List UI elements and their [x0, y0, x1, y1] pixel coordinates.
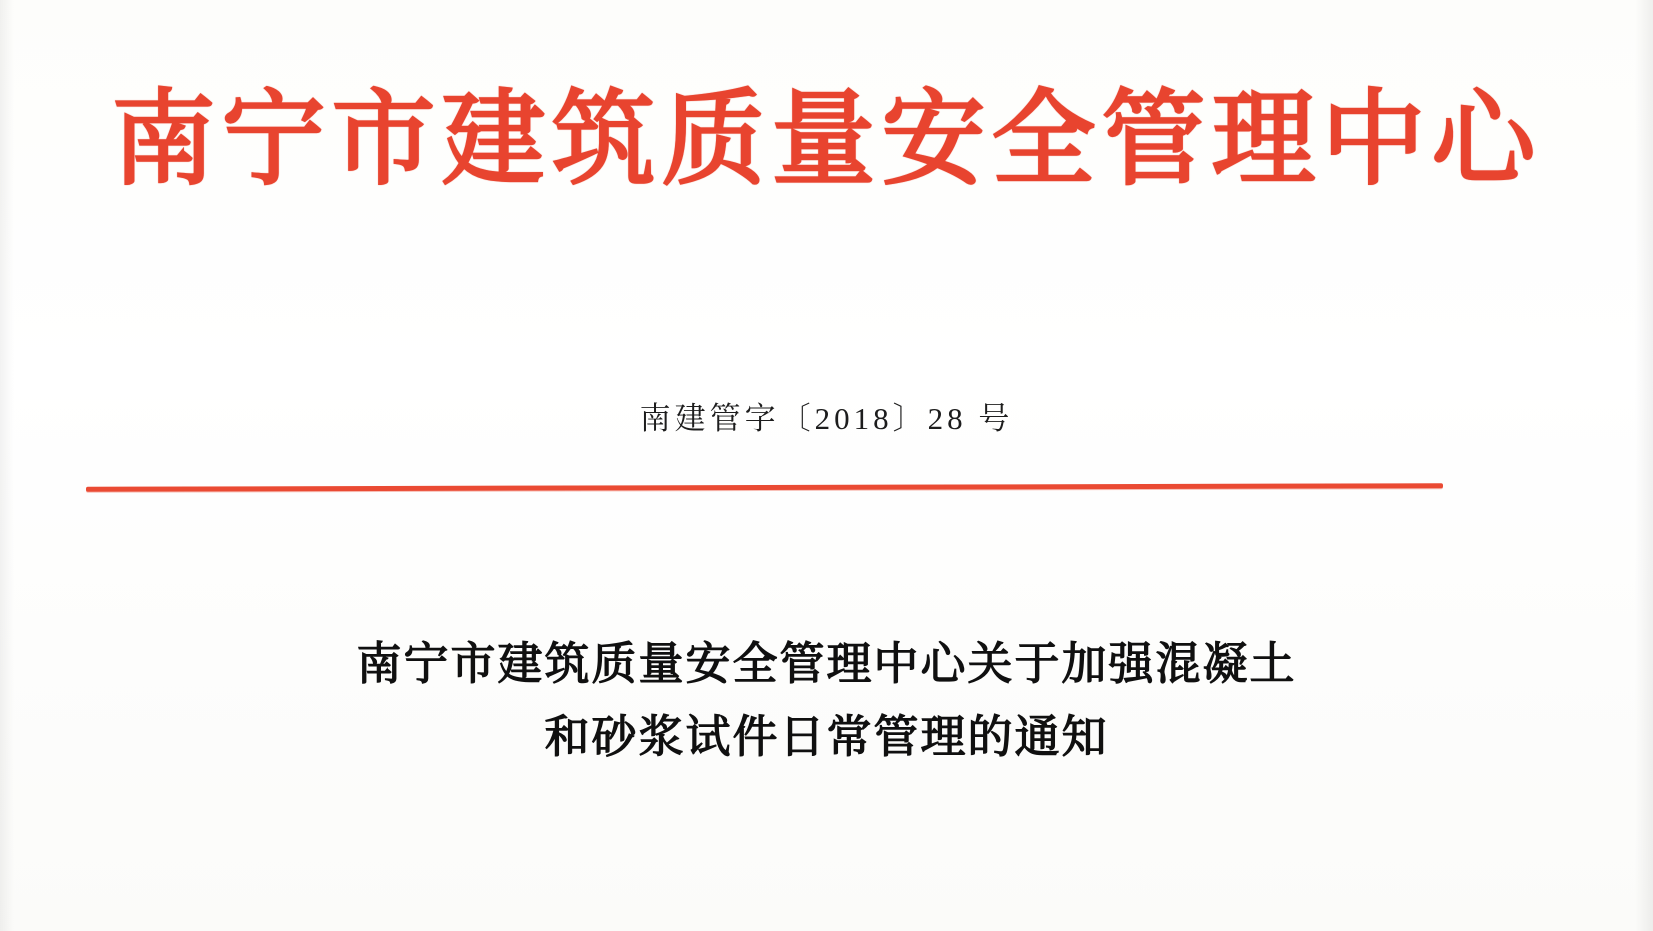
document-title — [0, 628, 1653, 774]
red-separator-rule — [86, 483, 1443, 492]
document-title-line-1: 南宁市建筑质量安全管理中心关于加强混凝土 — [356, 637, 1297, 690]
document-number: 南建管字〔2018〕28 号 — [639, 401, 1014, 436]
issuing-authority-masthead: 南宁市建筑质量安全管理中心 — [111, 77, 1542, 200]
document-title-line-2: 和砂浆试件日常管理的通知 — [544, 709, 1109, 763]
